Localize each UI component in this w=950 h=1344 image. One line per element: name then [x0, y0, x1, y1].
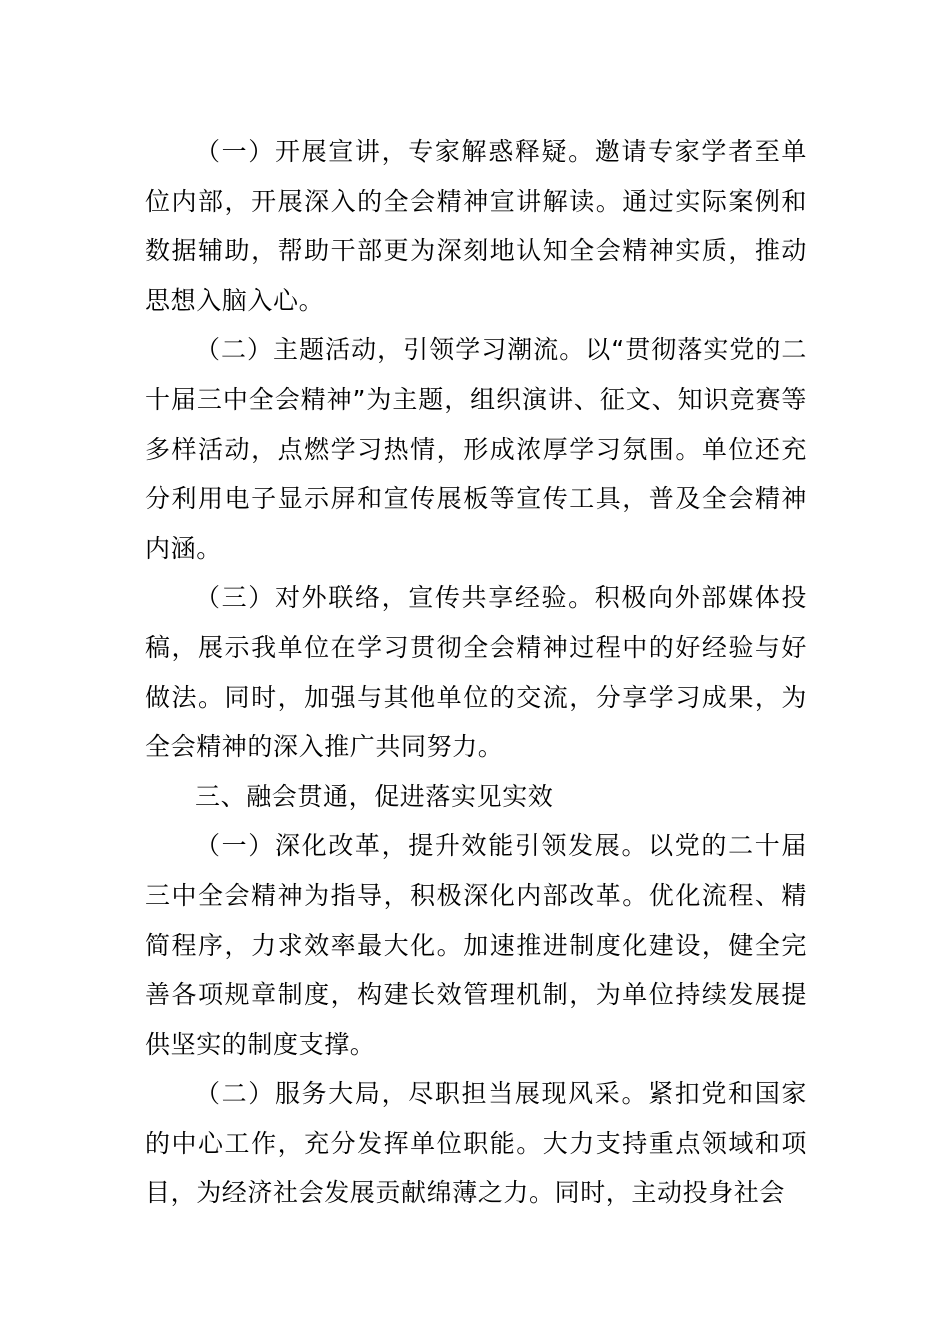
section-heading-three: 三、融会贯通，促进落实见实效: [195, 781, 554, 811]
paragraph-theme-activities: （二）主题活动，引领学习潮流。以“贯彻落实党的二十届三中全会精神”为主题，组织演讲、征文、知识竞赛等多样活动，点燃学习热情，形成浓厚学习氛围。单位还充分利用电子显示屏和宣传展板等宣传工具，普及全会精神内涵。: [145, 335, 807, 563]
document-body: [145, 127, 807, 1218]
paragraph-serve-overall: （二）服务大局，尽职担当展现风采。紧扣党和国家的中心工作，充分发挥单位职能。大力支持重点领域和项目，为经济社会发展贡献绵薄之力。同时，主动投身社会: [145, 1079, 807, 1208]
paragraph-deepen-reform: （一）深化改革，提升效能引领发展。以党的二十届三中全会精神为指导，积极深化内部改革。优化流程、精简程序，力求效率最大化。加速推进制度化建设，健全完善各项规章制度，构建长效管理机制，为单位持续发展提供坚实的制度支撑。: [145, 831, 807, 1059]
paragraph-external-liaison: （三）对外联络，宣传共享经验。积极向外部媒体投稿，展示我单位在学习贯彻全会精神过程中的好经验与好做法。同时，加强与其他单位的交流，分享学习成果，为全会精神的深入推广共同努力。: [145, 583, 807, 762]
paragraph-lecture: （一）开展宣讲，专家解惑释疑。邀请专家学者至单位内部，开展深入的全会精神宣讲解读。通过实际案例和数据辅助，帮助干部更为深刻地认知全会精神实质，推动思想入脑入心。: [145, 137, 807, 315]
